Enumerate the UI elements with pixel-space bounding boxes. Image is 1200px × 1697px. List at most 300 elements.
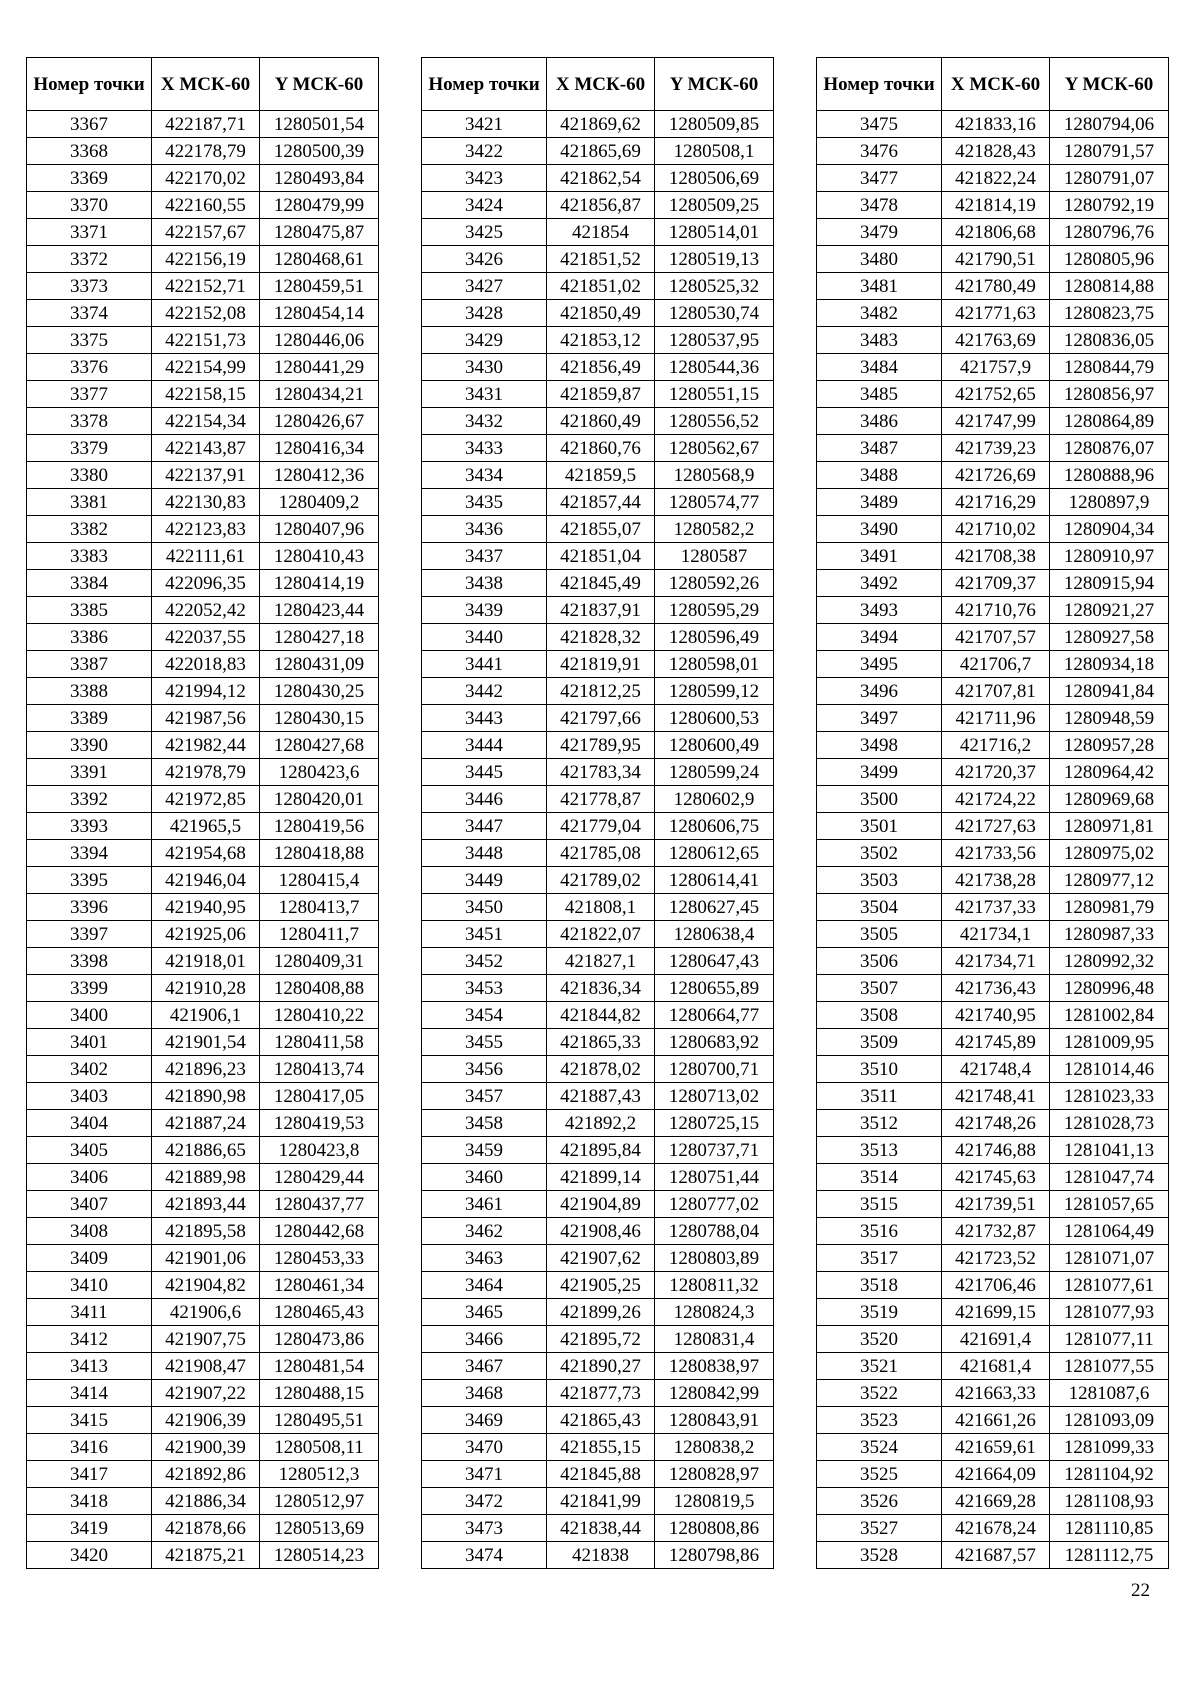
- y-coordinate-cell: 1280798,86: [655, 1542, 774, 1569]
- point-number-cell: 3455: [422, 1029, 547, 1056]
- point-number-cell: 3375: [27, 327, 152, 354]
- y-coordinate-cell: 1281047,74: [1050, 1164, 1169, 1191]
- point-number-cell: 3459: [422, 1137, 547, 1164]
- y-coordinate-cell: 1280446,06: [260, 327, 379, 354]
- y-coordinate-cell: 1281014,46: [1050, 1056, 1169, 1083]
- x-coordinate-cell: 421822,24: [942, 165, 1050, 192]
- table-row: [817, 1326, 1169, 1353]
- x-coordinate-cell: 421734,71: [942, 948, 1050, 975]
- y-coordinate-cell: 1280568,9: [655, 462, 774, 489]
- x-coordinate-cell: 421723,52: [942, 1245, 1050, 1272]
- point-number-cell: 3511: [817, 1083, 942, 1110]
- point-number-cell: 3469: [422, 1407, 547, 1434]
- table-row: [422, 975, 774, 1002]
- table-row: [27, 489, 379, 516]
- y-coordinate-cell: 1280512,3: [260, 1461, 379, 1488]
- x-coordinate-cell: 421808,1: [547, 894, 655, 921]
- x-coordinate-cell: 421904,82: [152, 1272, 260, 1299]
- table-body: [422, 111, 774, 1569]
- x-coordinate-cell: 421740,95: [942, 1002, 1050, 1029]
- point-number-cell: 3507: [817, 975, 942, 1002]
- table-row: [27, 705, 379, 732]
- table-row: [422, 705, 774, 732]
- x-coordinate-cell: 422178,79: [152, 138, 260, 165]
- y-coordinate-cell: 1280500,39: [260, 138, 379, 165]
- table-row: [422, 111, 774, 138]
- y-coordinate-cell: 1280888,96: [1050, 462, 1169, 489]
- x-coordinate-cell: 421748,41: [942, 1083, 1050, 1110]
- table-row: [27, 462, 379, 489]
- y-coordinate-cell: 1280964,42: [1050, 759, 1169, 786]
- point-number-cell: 3509: [817, 1029, 942, 1056]
- point-number-cell: 3391: [27, 759, 152, 786]
- point-number-cell: 3513: [817, 1137, 942, 1164]
- y-coordinate-cell: 1280525,32: [655, 273, 774, 300]
- table-row: [817, 219, 1169, 246]
- y-coordinate-cell: 1280423,8: [260, 1137, 379, 1164]
- table-row: [27, 1407, 379, 1434]
- x-coordinate-cell: 421708,38: [942, 543, 1050, 570]
- x-coordinate-cell: 421906,6: [152, 1299, 260, 1326]
- y-coordinate-cell: 1280556,52: [655, 408, 774, 435]
- y-coordinate-cell: 1280429,44: [260, 1164, 379, 1191]
- x-coordinate-cell: 421747,99: [942, 408, 1050, 435]
- x-coordinate-cell: 422154,34: [152, 408, 260, 435]
- point-number-cell: 3427: [422, 273, 547, 300]
- point-number-cell: 3456: [422, 1056, 547, 1083]
- x-coordinate-cell: 421857,44: [547, 489, 655, 516]
- point-number-cell: 3436: [422, 516, 547, 543]
- x-coordinate-cell: 421691,4: [942, 1326, 1050, 1353]
- y-coordinate-cell: 1280431,09: [260, 651, 379, 678]
- point-number-cell: 3449: [422, 867, 547, 894]
- point-number-cell: 3467: [422, 1353, 547, 1380]
- x-coordinate-cell: 421892,86: [152, 1461, 260, 1488]
- point-number-cell: 3520: [817, 1326, 942, 1353]
- x-coordinate-cell: 421707,57: [942, 624, 1050, 651]
- point-number-cell: 3412: [27, 1326, 152, 1353]
- x-coordinate-cell: 421965,5: [152, 813, 260, 840]
- point-number-cell: 3425: [422, 219, 547, 246]
- table-row: [27, 759, 379, 786]
- point-number-cell: 3464: [422, 1272, 547, 1299]
- y-coordinate-cell: 1280574,77: [655, 489, 774, 516]
- table-row: [27, 408, 379, 435]
- point-number-cell: 3419: [27, 1515, 152, 1542]
- table-row: [27, 1326, 379, 1353]
- x-coordinate-cell: 421716,2: [942, 732, 1050, 759]
- y-coordinate-cell: 1281002,84: [1050, 1002, 1169, 1029]
- point-number-cell: 3493: [817, 597, 942, 624]
- table-row: [422, 1542, 774, 1569]
- point-number-cell: 3452: [422, 948, 547, 975]
- point-number-cell: 3514: [817, 1164, 942, 1191]
- point-number-cell: 3402: [27, 1056, 152, 1083]
- x-coordinate-cell: 421727,63: [942, 813, 1050, 840]
- point-number-cell: 3515: [817, 1191, 942, 1218]
- table-row: [817, 111, 1169, 138]
- y-coordinate-cell: 1280423,6: [260, 759, 379, 786]
- point-number-cell: 3399: [27, 975, 152, 1002]
- x-coordinate-cell: 421738,28: [942, 867, 1050, 894]
- point-number-cell: 3389: [27, 705, 152, 732]
- y-coordinate-cell: 1280606,75: [655, 813, 774, 840]
- y-coordinate-cell: 1280844,79: [1050, 354, 1169, 381]
- x-coordinate-cell: 421895,84: [547, 1137, 655, 1164]
- point-number-cell: 3516: [817, 1218, 942, 1245]
- point-number-cell: 3510: [817, 1056, 942, 1083]
- header-point-number: Номер точки: [27, 58, 152, 111]
- point-number-cell: 3404: [27, 1110, 152, 1137]
- table-row: [817, 273, 1169, 300]
- point-number-cell: 3430: [422, 354, 547, 381]
- point-number-cell: 3475: [817, 111, 942, 138]
- x-coordinate-cell: 421907,22: [152, 1380, 260, 1407]
- point-number-cell: 3394: [27, 840, 152, 867]
- y-coordinate-cell: 1280612,65: [655, 840, 774, 867]
- point-number-cell: 3395: [27, 867, 152, 894]
- y-coordinate-cell: 1281057,65: [1050, 1191, 1169, 1218]
- x-coordinate-cell: 421771,63: [942, 300, 1050, 327]
- table-row: [817, 1380, 1169, 1407]
- point-number-cell: 3501: [817, 813, 942, 840]
- y-coordinate-cell: 1280410,43: [260, 543, 379, 570]
- x-coordinate-cell: 421841,99: [547, 1488, 655, 1515]
- y-coordinate-cell: 1280427,68: [260, 732, 379, 759]
- point-number-cell: 3400: [27, 1002, 152, 1029]
- point-number-cell: 3526: [817, 1488, 942, 1515]
- x-coordinate-cell: 421907,62: [547, 1245, 655, 1272]
- y-coordinate-cell: 1280414,19: [260, 570, 379, 597]
- table-row: [817, 948, 1169, 975]
- y-coordinate-cell: 1280794,06: [1050, 111, 1169, 138]
- y-coordinate-cell: 1280434,21: [260, 381, 379, 408]
- y-coordinate-cell: 1280823,75: [1050, 300, 1169, 327]
- x-coordinate-cell: 422158,15: [152, 381, 260, 408]
- point-number-cell: 3401: [27, 1029, 152, 1056]
- table-row: [27, 1110, 379, 1137]
- x-coordinate-cell: 422111,61: [152, 543, 260, 570]
- y-coordinate-cell: 1280562,67: [655, 435, 774, 462]
- point-number-cell: 3477: [817, 165, 942, 192]
- table-row: [27, 1245, 379, 1272]
- point-number-cell: 3374: [27, 300, 152, 327]
- y-coordinate-cell: 1280412,36: [260, 462, 379, 489]
- table-row: [817, 678, 1169, 705]
- y-coordinate-cell: 1280600,49: [655, 732, 774, 759]
- x-coordinate-cell: 421859,87: [547, 381, 655, 408]
- x-coordinate-cell: 421724,22: [942, 786, 1050, 813]
- table-row: [27, 1272, 379, 1299]
- y-coordinate-cell: 1280664,77: [655, 1002, 774, 1029]
- x-coordinate-cell: 422018,83: [152, 651, 260, 678]
- point-number-cell: 3376: [27, 354, 152, 381]
- y-coordinate-cell: 1280411,58: [260, 1029, 379, 1056]
- y-coordinate-cell: 1280416,34: [260, 435, 379, 462]
- table-row: [817, 462, 1169, 489]
- x-coordinate-cell: 422187,71: [152, 111, 260, 138]
- table-row: [422, 516, 774, 543]
- table-row: [27, 678, 379, 705]
- point-number-cell: 3387: [27, 651, 152, 678]
- table-row: [422, 543, 774, 570]
- y-coordinate-cell: 1280803,89: [655, 1245, 774, 1272]
- y-coordinate-cell: 1280509,85: [655, 111, 774, 138]
- point-number-cell: 3410: [27, 1272, 152, 1299]
- point-number-cell: 3481: [817, 273, 942, 300]
- table-row: [817, 1191, 1169, 1218]
- y-coordinate-cell: 1280551,15: [655, 381, 774, 408]
- x-coordinate-cell: 421946,04: [152, 867, 260, 894]
- table-row: [817, 327, 1169, 354]
- header-x-msk60: X МСК-60: [547, 58, 655, 111]
- point-number-cell: 3445: [422, 759, 547, 786]
- table-row: [422, 1056, 774, 1083]
- point-number-cell: 3461: [422, 1191, 547, 1218]
- x-coordinate-cell: 421739,51: [942, 1191, 1050, 1218]
- point-number-cell: 3396: [27, 894, 152, 921]
- table-row: [422, 1137, 774, 1164]
- x-coordinate-cell: 421720,37: [942, 759, 1050, 786]
- y-coordinate-cell: 1280481,54: [260, 1353, 379, 1380]
- y-coordinate-cell: 1280627,45: [655, 894, 774, 921]
- table-row: [817, 1083, 1169, 1110]
- point-number-cell: 3393: [27, 813, 152, 840]
- y-coordinate-cell: 1280430,15: [260, 705, 379, 732]
- x-coordinate-cell: 422052,42: [152, 597, 260, 624]
- y-coordinate-cell: 1281077,11: [1050, 1326, 1169, 1353]
- table-row: [817, 786, 1169, 813]
- table-row: [817, 165, 1169, 192]
- table-row: [422, 489, 774, 516]
- table-row: [817, 840, 1169, 867]
- y-coordinate-cell: 1280915,94: [1050, 570, 1169, 597]
- y-coordinate-cell: 1280638,4: [655, 921, 774, 948]
- x-coordinate-cell: 422137,91: [152, 462, 260, 489]
- x-coordinate-cell: 421707,81: [942, 678, 1050, 705]
- x-coordinate-cell: 421828,32: [547, 624, 655, 651]
- y-coordinate-cell: 1280843,91: [655, 1407, 774, 1434]
- y-coordinate-cell: 1280420,01: [260, 786, 379, 813]
- header-x-msk60: X МСК-60: [152, 58, 260, 111]
- y-coordinate-cell: 1280493,84: [260, 165, 379, 192]
- table-row: [27, 948, 379, 975]
- table-row: [422, 354, 774, 381]
- y-coordinate-cell: 1280811,32: [655, 1272, 774, 1299]
- x-coordinate-cell: 421851,02: [547, 273, 655, 300]
- header-y-msk60: Y МСК-60: [655, 58, 774, 111]
- table-row: [422, 1299, 774, 1326]
- point-number-cell: 3407: [27, 1191, 152, 1218]
- table-row: [27, 921, 379, 948]
- x-coordinate-cell: 421853,12: [547, 327, 655, 354]
- point-number-cell: 3503: [817, 867, 942, 894]
- point-number-cell: 3480: [817, 246, 942, 273]
- table-row: [817, 1110, 1169, 1137]
- x-coordinate-cell: 421895,58: [152, 1218, 260, 1245]
- x-coordinate-cell: 422152,71: [152, 273, 260, 300]
- x-coordinate-cell: 421899,14: [547, 1164, 655, 1191]
- x-coordinate-cell: 421892,2: [547, 1110, 655, 1137]
- x-coordinate-cell: 421745,89: [942, 1029, 1050, 1056]
- table-row: [422, 732, 774, 759]
- y-coordinate-cell: 1280473,86: [260, 1326, 379, 1353]
- point-number-cell: 3490: [817, 516, 942, 543]
- x-coordinate-cell: 422037,55: [152, 624, 260, 651]
- x-coordinate-cell: 421869,62: [547, 111, 655, 138]
- y-coordinate-cell: 1280864,89: [1050, 408, 1169, 435]
- point-number-cell: 3504: [817, 894, 942, 921]
- table-row: [422, 651, 774, 678]
- point-number-cell: 3458: [422, 1110, 547, 1137]
- y-coordinate-cell: 1280725,15: [655, 1110, 774, 1137]
- table-row: [422, 165, 774, 192]
- y-coordinate-cell: 1280737,71: [655, 1137, 774, 1164]
- table-header: [27, 58, 379, 111]
- x-coordinate-cell: 421726,69: [942, 462, 1050, 489]
- y-coordinate-cell: 1280459,51: [260, 273, 379, 300]
- y-coordinate-cell: 1280582,2: [655, 516, 774, 543]
- table-row: [27, 732, 379, 759]
- point-number-cell: 3417: [27, 1461, 152, 1488]
- y-coordinate-cell: 1280819,5: [655, 1488, 774, 1515]
- x-coordinate-cell: 421895,72: [547, 1326, 655, 1353]
- point-number-cell: 3474: [422, 1542, 547, 1569]
- table-body: [27, 111, 379, 1569]
- x-coordinate-cell: 421838: [547, 1542, 655, 1569]
- y-coordinate-cell: 1280842,99: [655, 1380, 774, 1407]
- table-row: [27, 1488, 379, 1515]
- point-number-cell: 3418: [27, 1488, 152, 1515]
- y-coordinate-cell: 1280409,2: [260, 489, 379, 516]
- y-coordinate-cell: 1280413,74: [260, 1056, 379, 1083]
- x-coordinate-cell: 421734,1: [942, 921, 1050, 948]
- y-coordinate-cell: 1280596,49: [655, 624, 774, 651]
- x-coordinate-cell: 421908,47: [152, 1353, 260, 1380]
- x-coordinate-cell: 421896,23: [152, 1056, 260, 1083]
- y-coordinate-cell: 1280602,9: [655, 786, 774, 813]
- y-coordinate-cell: 1280501,54: [260, 111, 379, 138]
- point-number-cell: 3434: [422, 462, 547, 489]
- y-coordinate-cell: 1280921,27: [1050, 597, 1169, 624]
- x-coordinate-cell: 421886,34: [152, 1488, 260, 1515]
- y-coordinate-cell: 1280442,68: [260, 1218, 379, 1245]
- coordinates-table-2: [421, 57, 774, 1569]
- x-coordinate-cell: 422157,67: [152, 219, 260, 246]
- point-number-cell: 3500: [817, 786, 942, 813]
- x-coordinate-cell: 421752,65: [942, 381, 1050, 408]
- table-row: [27, 1218, 379, 1245]
- point-number-cell: 3508: [817, 1002, 942, 1029]
- point-number-cell: 3424: [422, 192, 547, 219]
- y-coordinate-cell: 1281071,07: [1050, 1245, 1169, 1272]
- y-coordinate-cell: 1280992,32: [1050, 948, 1169, 975]
- table-row: [422, 1407, 774, 1434]
- point-number-cell: 3471: [422, 1461, 547, 1488]
- x-coordinate-cell: 421856,49: [547, 354, 655, 381]
- table-row: [817, 894, 1169, 921]
- table-row: [817, 759, 1169, 786]
- table-row: [422, 138, 774, 165]
- y-coordinate-cell: 1280453,33: [260, 1245, 379, 1272]
- x-coordinate-cell: 421899,26: [547, 1299, 655, 1326]
- table-row: [422, 327, 774, 354]
- point-number-cell: 3370: [27, 192, 152, 219]
- x-coordinate-cell: 421709,37: [942, 570, 1050, 597]
- table-row: [817, 1353, 1169, 1380]
- y-coordinate-cell: 1280598,01: [655, 651, 774, 678]
- table-row: [817, 1542, 1169, 1569]
- y-coordinate-cell: 1280411,7: [260, 921, 379, 948]
- x-coordinate-cell: 421918,01: [152, 948, 260, 975]
- table-row: [422, 597, 774, 624]
- table-row: [422, 1164, 774, 1191]
- y-coordinate-cell: 1280418,88: [260, 840, 379, 867]
- y-coordinate-cell: 1280508,11: [260, 1434, 379, 1461]
- table-row: [817, 300, 1169, 327]
- y-coordinate-cell: 1280409,31: [260, 948, 379, 975]
- point-number-cell: 3415: [27, 1407, 152, 1434]
- table-header: [817, 58, 1169, 111]
- point-number-cell: 3518: [817, 1272, 942, 1299]
- y-coordinate-cell: 1280415,4: [260, 867, 379, 894]
- point-number-cell: 3468: [422, 1380, 547, 1407]
- point-number-cell: 3460: [422, 1164, 547, 1191]
- point-number-cell: 3367: [27, 111, 152, 138]
- table-row: [817, 867, 1169, 894]
- point-number-cell: 3422: [422, 138, 547, 165]
- point-number-cell: 3429: [422, 327, 547, 354]
- y-coordinate-cell: 1280910,97: [1050, 543, 1169, 570]
- table-row: [422, 408, 774, 435]
- x-coordinate-cell: 421893,44: [152, 1191, 260, 1218]
- x-coordinate-cell: 421837,91: [547, 597, 655, 624]
- x-coordinate-cell: 422096,35: [152, 570, 260, 597]
- point-number-cell: 3506: [817, 948, 942, 975]
- x-coordinate-cell: 421661,26: [942, 1407, 1050, 1434]
- y-coordinate-cell: 1280426,67: [260, 408, 379, 435]
- x-coordinate-cell: 421886,65: [152, 1137, 260, 1164]
- y-coordinate-cell: 1280587: [655, 543, 774, 570]
- x-coordinate-cell: 421875,21: [152, 1542, 260, 1569]
- y-coordinate-cell: 1280856,97: [1050, 381, 1169, 408]
- table-row: [817, 246, 1169, 273]
- point-number-cell: 3386: [27, 624, 152, 651]
- y-coordinate-cell: 1280599,12: [655, 678, 774, 705]
- table-row: [817, 435, 1169, 462]
- y-coordinate-cell: 1280417,05: [260, 1083, 379, 1110]
- y-coordinate-cell: 1280592,26: [655, 570, 774, 597]
- y-coordinate-cell: 1280751,44: [655, 1164, 774, 1191]
- y-coordinate-cell: 1280828,97: [655, 1461, 774, 1488]
- x-coordinate-cell: 421877,73: [547, 1380, 655, 1407]
- table-row: [817, 1272, 1169, 1299]
- y-coordinate-cell: 1280430,25: [260, 678, 379, 705]
- y-coordinate-cell: 1280836,05: [1050, 327, 1169, 354]
- y-coordinate-cell: 1281009,95: [1050, 1029, 1169, 1056]
- point-number-cell: 3444: [422, 732, 547, 759]
- table-row: [817, 1164, 1169, 1191]
- y-coordinate-cell: 1280996,48: [1050, 975, 1169, 1002]
- table-row: [817, 138, 1169, 165]
- x-coordinate-cell: 421838,44: [547, 1515, 655, 1542]
- x-coordinate-cell: 421904,89: [547, 1191, 655, 1218]
- x-coordinate-cell: 421716,29: [942, 489, 1050, 516]
- table-row: [27, 1083, 379, 1110]
- point-number-cell: 3406: [27, 1164, 152, 1191]
- y-coordinate-cell: 1280647,43: [655, 948, 774, 975]
- point-number-cell: 3476: [817, 138, 942, 165]
